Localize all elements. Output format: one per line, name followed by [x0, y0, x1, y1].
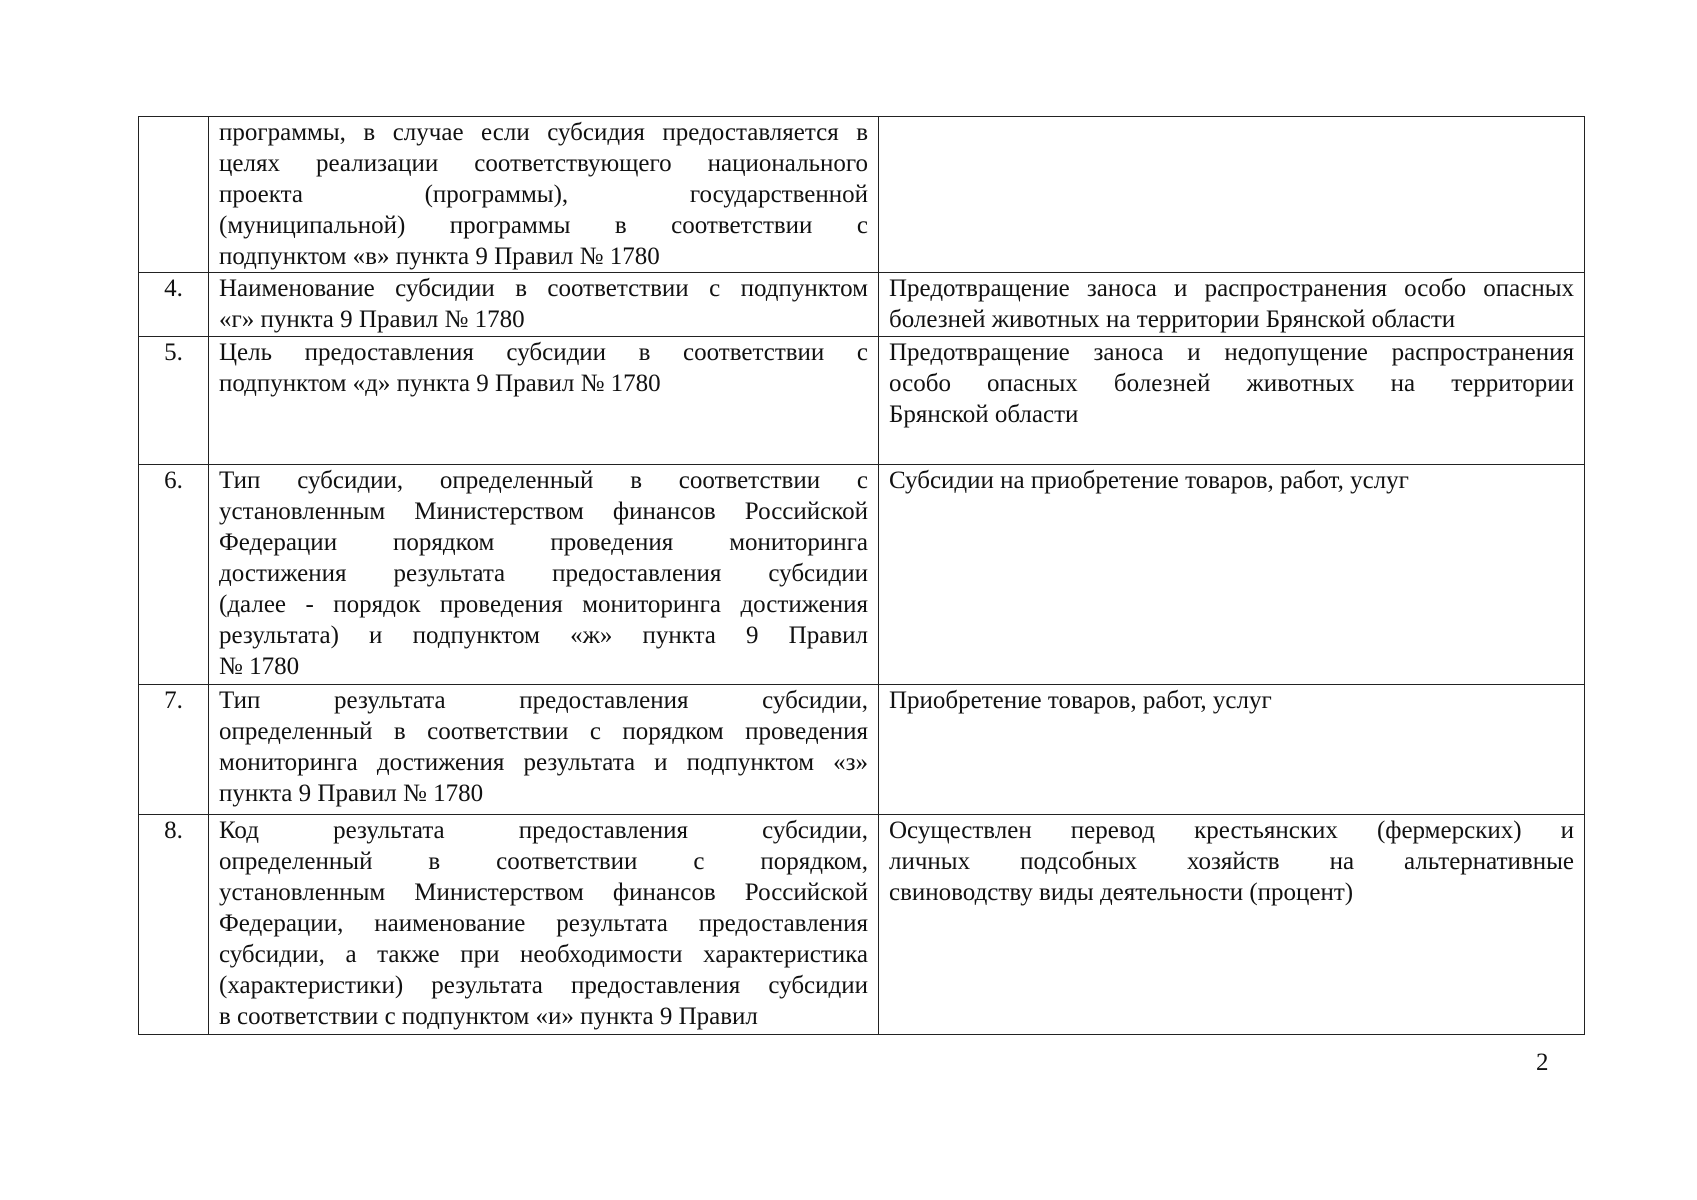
description-line: Федерации порядком проведения мониторинга [219, 529, 868, 556]
row-number: 6. [139, 465, 209, 685]
description-line: достижения результата предоставления субсидии [219, 560, 868, 587]
description-line: Тип результата предоставления субсидии, [219, 687, 868, 714]
table-row [139, 685, 1585, 815]
description-line: Федерации, наименование результата предоставления [219, 910, 868, 937]
description-line: № 1780 [219, 653, 300, 680]
description-line: определенный в соответствии с порядком, [219, 848, 868, 875]
table-row [139, 117, 1585, 273]
row-value [879, 117, 1585, 273]
description-line: целях реализации соответствующего национального [219, 150, 868, 177]
description-line: в соответствии с подпунктом «и» пункта 9 Правил [219, 1003, 758, 1030]
description-line: (характеристики) результата предоставления субсидии [219, 972, 868, 999]
description-line: Наименование субсидии в соответствии с подпунктом [219, 275, 868, 302]
description-line: (муниципальной) программы в соответствии с [219, 212, 868, 239]
row-number: 7. [139, 685, 209, 815]
description-line: подпунктом «в» пункта 9 Правил № 1780 [219, 243, 660, 270]
row-value [879, 273, 1585, 337]
description-line: Цель предоставления субсидии в соответствии с [219, 339, 868, 366]
description-line: подпунктом «д» пункта 9 Правил № 1780 [219, 370, 661, 397]
value-line: особо опасных болезней животных на территории [889, 370, 1574, 397]
description-line: (далее - порядок проведения мониторинга достижения [219, 591, 868, 618]
table-row [139, 815, 1585, 1035]
description-line: программы, в случае если субсидия предоставляется в [219, 119, 868, 146]
table-body [139, 117, 1585, 1035]
row-value [879, 337, 1585, 465]
row-description [209, 685, 879, 815]
table-row [139, 273, 1585, 337]
row-value [879, 465, 1585, 685]
value-line: Брянской области [889, 401, 1079, 428]
description-line: пункта 9 Правил № 1780 [219, 780, 484, 807]
value-line: Предотвращение заноса и недопущение распространения [889, 339, 1574, 366]
description-line: Код результата предоставления субсидии, [219, 817, 868, 844]
value-line: Субсидии на приобретение товаров, работ, услуг [889, 467, 1409, 494]
description-line: результата) и подпунктом «ж» пункта 9 Правил [219, 622, 868, 649]
row-description [209, 117, 879, 273]
table-row [139, 337, 1585, 465]
subsidy-info-table [138, 116, 1585, 1035]
value-line: болезней животных на территории Брянской области [889, 306, 1456, 333]
value-line: Приобретение товаров, работ, услуг [889, 687, 1272, 714]
description-line: мониторинга достижения результата и подпунктом «з» [219, 749, 868, 776]
description-line: установленным Министерством финансов Российской [219, 498, 868, 525]
value-line: Предотвращение заноса и распространения особо опасных [889, 275, 1574, 302]
row-number: 8. [139, 815, 209, 1035]
value-line: Осуществлен перевод крестьянских (фермерских) и [889, 817, 1574, 844]
description-line: «г» пункта 9 Правил № 1780 [219, 306, 525, 333]
value-line: личных подсобных хозяйств на альтернативные [889, 848, 1574, 875]
row-value [879, 685, 1585, 815]
description-line: установленным Министерством финансов Российской [219, 879, 868, 906]
page-number: 2 [1536, 1049, 1549, 1076]
row-description [209, 273, 879, 337]
description-line: определенный в соответствии с порядком проведения [219, 718, 868, 745]
description-line: проекта (программы), государственной [219, 181, 868, 208]
row-description [209, 465, 879, 685]
value-line: свиноводству виды деятельности (процент) [889, 879, 1354, 906]
row-value [879, 815, 1585, 1035]
table-row [139, 465, 1585, 685]
row-number [139, 117, 209, 273]
row-number: 5. [139, 337, 209, 465]
row-description [209, 815, 879, 1035]
description-line: Тип субсидии, определенный в соответствии с [219, 467, 868, 494]
row-description [209, 337, 879, 465]
row-number: 4. [139, 273, 209, 337]
description-line: субсидии, а также при необходимости характеристика [219, 941, 868, 968]
